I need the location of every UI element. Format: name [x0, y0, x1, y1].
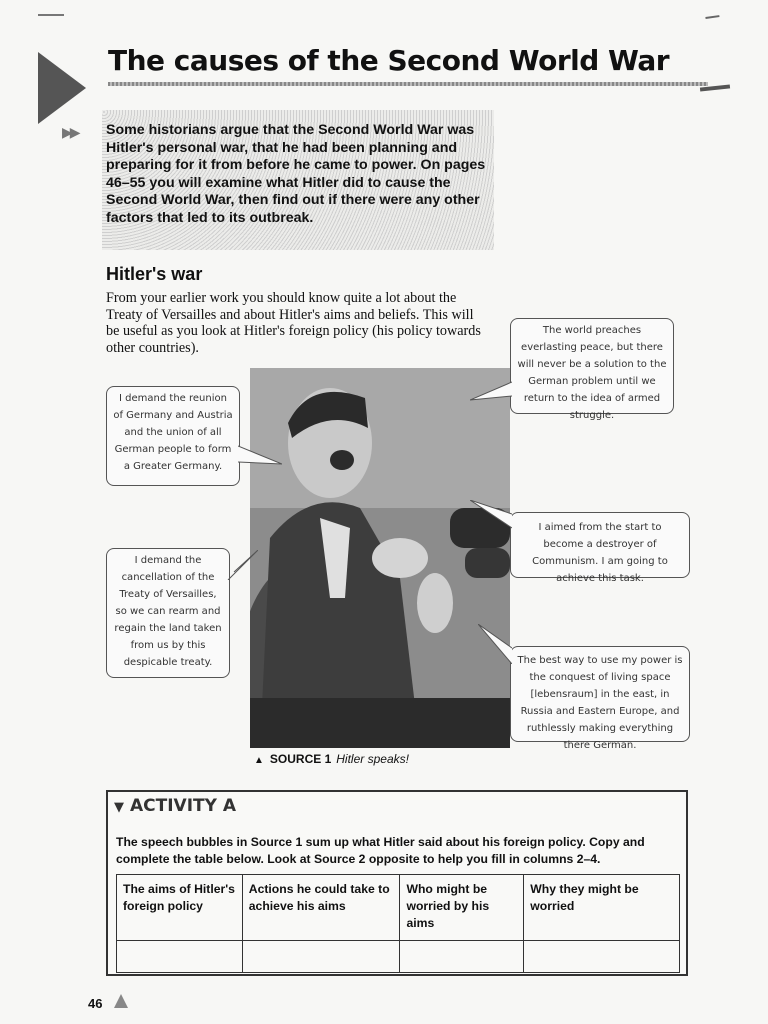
intro-paragraph: Some historians argue that the Second World War was Hitler's personal war, that he had been planning and preparing for it from before he came to power. On pages 46–55 you will examine what Hitler did to cause the Second World War, then find out if there were any other factors that led to its outbreak.: [106, 122, 486, 226]
source-label: SOURCE 1: [269, 752, 332, 766]
speech-bubble-armed-struggle: The world preaches everlasting peace, but there will never be a solution to the German problem until we return to the idea of armed struggle.: [510, 318, 674, 414]
title-arrow-icon: [38, 52, 86, 124]
hitler-speech-photo: [250, 368, 510, 748]
column-header-aims: The aims of Hitler's foreign policy: [117, 875, 243, 941]
section-heading: Hitler's war: [106, 264, 203, 284]
source-title: Hitler speaks!: [336, 752, 409, 766]
column-header-why-worried: Why they might be worried: [524, 875, 680, 941]
photo-illustration: [250, 368, 510, 748]
table-cell: [117, 941, 243, 973]
aims-table-empty-row: [117, 941, 680, 973]
table-cell: [524, 941, 680, 973]
double-arrow-icon: ▶▶: [62, 124, 78, 140]
section-body: From your earlier work you should know quite a lot about the Treaty of Versailles and about Hitler's aims and beliefs. This will be useful as you look at Hitler's foreign policy (his policy towards other countries).: [106, 290, 481, 356]
scan-mark-corner: [705, 15, 720, 27]
page-number: 46: [88, 996, 103, 1011]
scan-mark-top: [38, 14, 64, 16]
activity-heading: [114, 796, 236, 816]
caption-triangle-icon: ▲: [254, 755, 264, 766]
speech-bubble-reunion: I demand the reunion of Germany and Austria and the union of all German people to form a Greater Germany.: [106, 386, 240, 486]
table-cell: [242, 941, 400, 973]
speech-bubble-communism: I aimed from the start to become a destroyer of Communism. I am going to achieve this task.: [510, 512, 690, 578]
speech-bubble-lebensraum: The best way to use my power is the conquest of living space [lebensraum] in the east, in Russia and Eastern Europe, and ruthlessly making everything there German.: [510, 646, 690, 742]
aims-table-header-row: [117, 875, 680, 941]
aims-table: [116, 874, 680, 973]
column-header-actions: Actions he could take to achieve his aims: [242, 875, 400, 941]
speech-bubble-versailles: I demand the cancellation of the Treaty of Versailles, so we can rearm and regain the land taken from us by this despicable treaty.: [106, 548, 230, 678]
activity-arrow-icon: ▼: [114, 800, 124, 815]
page-number-triangle-icon: [114, 994, 128, 1008]
title-rule: [108, 82, 708, 86]
source-caption: [254, 752, 409, 766]
activity-heading-label: ACTIVITY A: [130, 796, 237, 816]
column-header-who-worried: Who might be worried by his aims: [400, 875, 524, 941]
table-cell: [400, 941, 524, 973]
page-title: The causes of the Second World War: [108, 44, 670, 77]
activity-instructions: The speech bubbles in Source 1 sum up what Hitler said about his foreign policy. Copy and complete the table below. Look at Source 2 opposite to help you fill in columns 2–4.: [116, 835, 645, 866]
